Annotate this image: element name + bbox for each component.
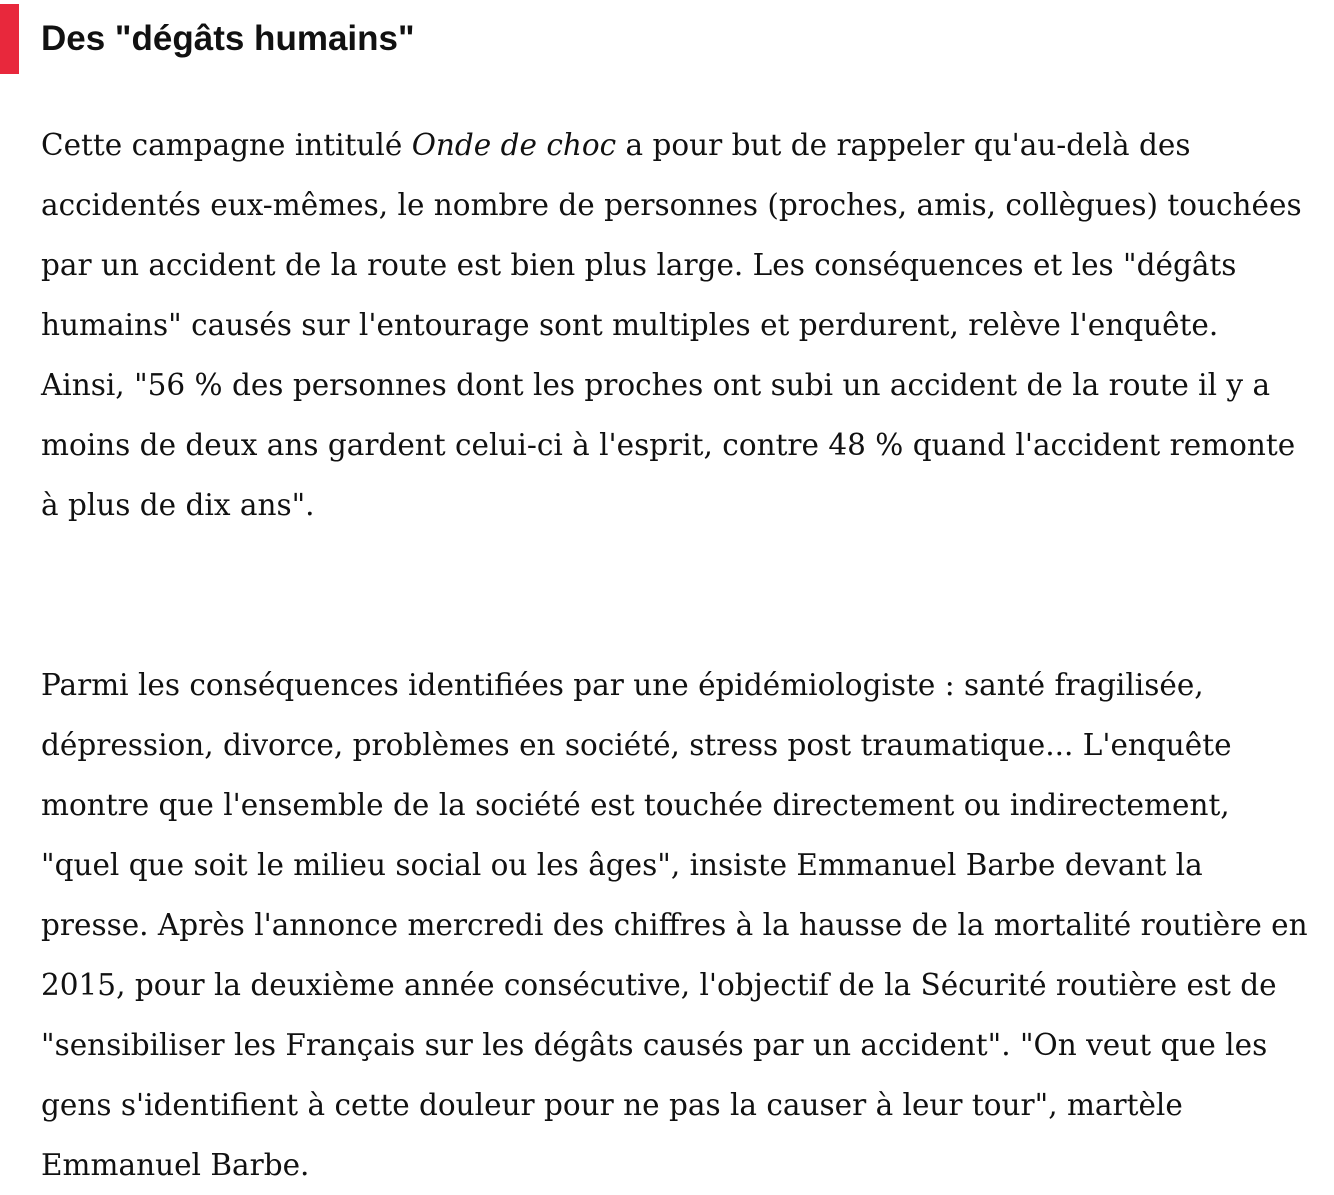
paragraph-1-text-start: Cette campagne intitulé [41,128,412,162]
article-paragraph-2: Parmi les conséquences identifiées par une épidémiologiste : santé fragilisée, dépression, divorce, problèmes en société, stress post traumatique... L'enquête montre que l'ensemble de la société est touchée directement ou indirectement, "quel que soit le milieu social ou les âges", insiste Emmanuel Barbe devant la presse. Après l'annonce mercredi des chiffres à la hausse de la mortalité routière en 2015, pour la deuxième année consécutive, l'objectif de la Sécurité routière est de "sensibiliser les Français sur les dégâts causés par un accident". "On veut que les gens s'identifient à cette douleur pour ne pas la causer à leur tour", martèle Emmanuel Barbe. [41,668,1308,1182]
article-paragraph-1 [41,115,1311,535]
paragraph-1-text-end: a pour but de rappeler qu'au-delà des accidentés eux-mêmes, le nombre de personnes (proches, amis, collègues) touchées par un accident de la route est bien plus large. Les conséquences et les "dégâts humains" causés sur l'entourage sont multiples et perdurent, relève l'enquête. Ainsi, "56 % des personnes dont les proches ont subi un accident de la route il y a moins de deux ans gardent celui-ci à l'esprit, contre 48 % quand l'accident remonte à plus de dix ans". [41,128,1311,522]
section-heading: Des "dégâts humains" [41,19,415,58]
campaign-title-italic: Onde de choc [411,128,617,162]
section-accent-bar [0,4,19,74]
